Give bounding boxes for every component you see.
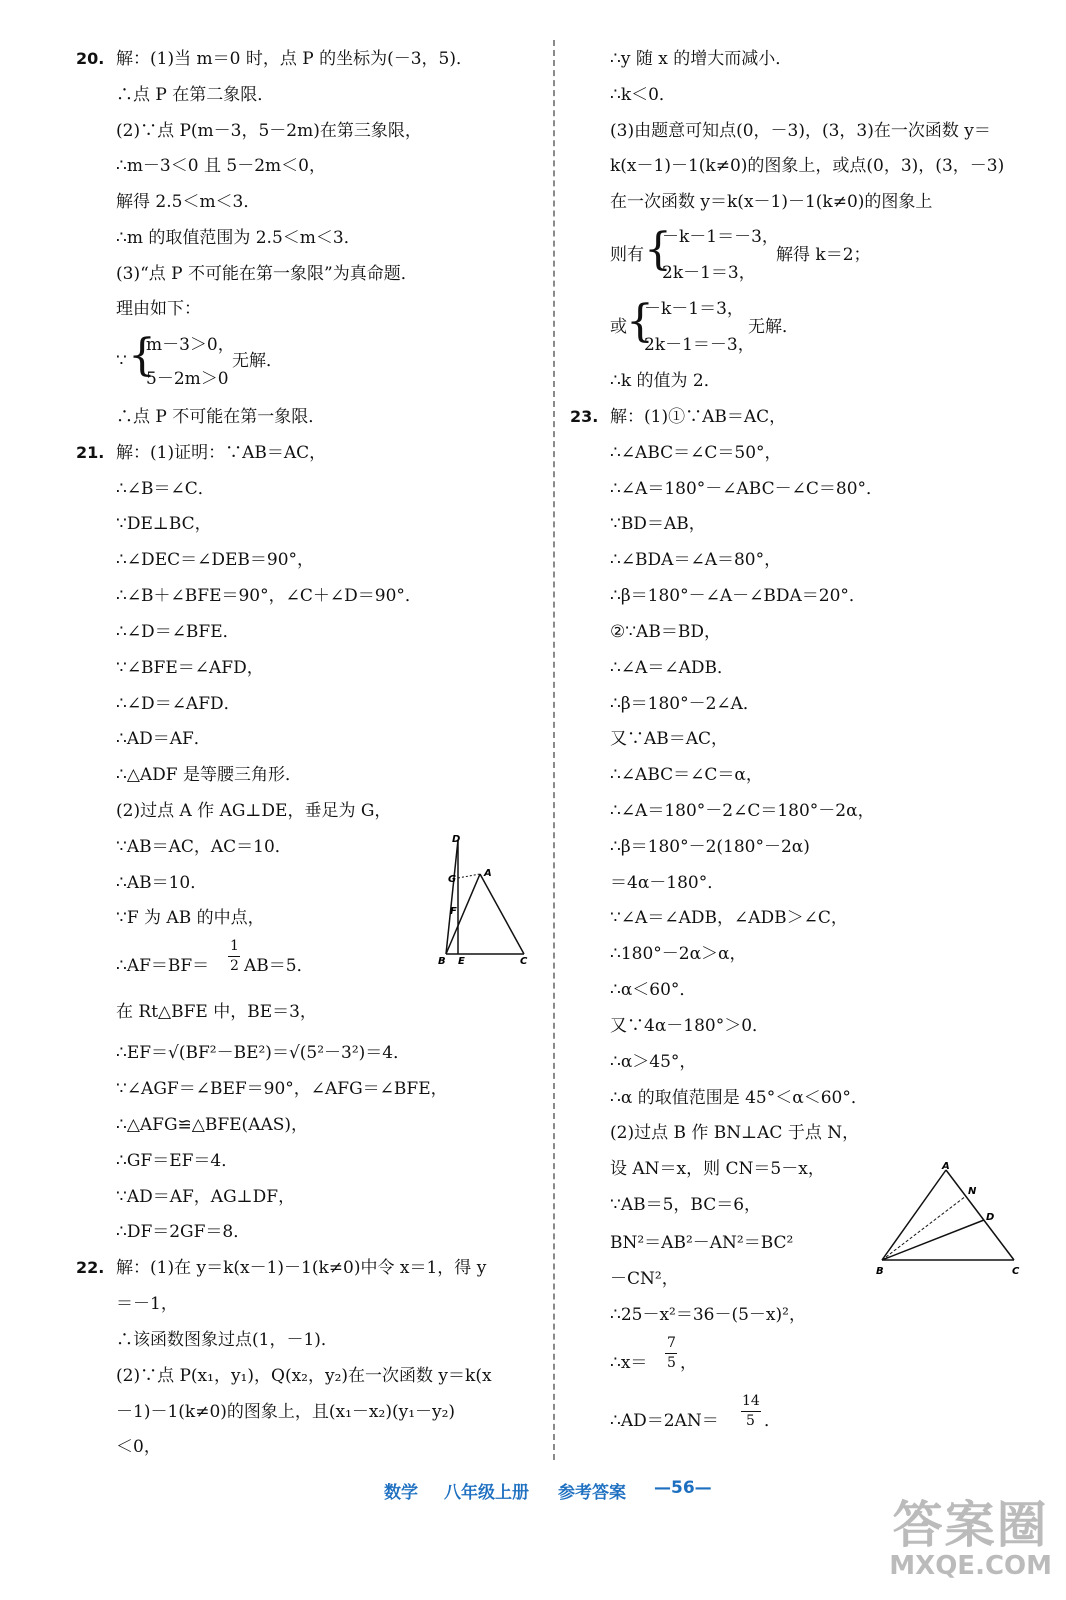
watermark-url: MXQE.COM bbox=[889, 1551, 1052, 1581]
q23-line-25: －CN²， bbox=[610, 1269, 679, 1289]
q23-line-2: ∴∠ABC＝∠C＝50°， bbox=[610, 443, 782, 463]
watermark-logo: 答案圈 bbox=[892, 1496, 1049, 1554]
q21-line-13: ∴AB＝10． bbox=[116, 873, 208, 893]
label-b: B bbox=[876, 1266, 884, 1277]
q20-line-5: 解得 2.5＜m＜3． bbox=[116, 192, 261, 212]
segment-ag bbox=[458, 874, 480, 878]
q22-system2-top: －k－1＝3， bbox=[644, 299, 744, 319]
q23-line-19: ∴α＞45°， bbox=[610, 1052, 697, 1072]
q21-line-20: ∵AD＝AF，AG⊥DF， bbox=[116, 1187, 296, 1207]
q21-line-4: ∴∠DEC＝∠DEB＝90°， bbox=[116, 550, 315, 570]
q22-line-5: －1)－1(k≠0)的图象上，且(x₁－x₂)(y₁－y₂) bbox=[116, 1402, 456, 1422]
question-22-number: 22. bbox=[76, 1258, 105, 1277]
q23-x-suffix: ， bbox=[680, 1353, 697, 1373]
q23-line-24: BN²＝AB²－AN²＝BC² bbox=[610, 1233, 794, 1253]
q23-ad-numerator: 14 bbox=[742, 1393, 760, 1409]
q20-line-3: (2)∵点 P(m－3，5－2m)在第三象限， bbox=[116, 121, 422, 141]
q20-conclusion: ∴点 P 不可能在第一象限． bbox=[116, 407, 326, 427]
q20-line-7: (3)“点 P 不可能在第一象限”为真命题． bbox=[116, 264, 418, 284]
q21-af-fraction-bar bbox=[228, 956, 240, 957]
q21-line-8: ∴∠D＝∠AFD． bbox=[116, 694, 241, 714]
segment-ac bbox=[480, 874, 524, 954]
q22-line-1: 解：(1)在 y＝k(x－1)－1(k≠0)中令 x＝1，得 y bbox=[116, 1258, 487, 1278]
q20-system-top: m－3＞0， bbox=[146, 335, 235, 355]
watermark bbox=[889, 1498, 1052, 1580]
q22-cont-line-2: ∴k＜0． bbox=[610, 85, 676, 105]
q20-line-2: ∴点 P 在第二象限． bbox=[116, 85, 275, 105]
q21-line-15: 在 Rt△BFE 中，BE＝3， bbox=[116, 1002, 317, 1022]
segment-ba bbox=[882, 1170, 946, 1260]
q21-af-denominator: 2 bbox=[230, 958, 239, 974]
q23-x-numerator: 7 bbox=[667, 1335, 676, 1351]
q21-line-16: ∴EF＝√(BF²－BE²)＝√(5²－3²)＝4． bbox=[116, 1043, 411, 1063]
q22-line-2: ＝－1， bbox=[116, 1294, 178, 1314]
label-c: C bbox=[1012, 1266, 1020, 1277]
q23-line-9: ∴β＝180°－2∠A． bbox=[610, 694, 760, 714]
q21-triangle-figure bbox=[432, 830, 536, 966]
q21-line-11: (2)过点 A 作 AG⊥DE，垂足为 G， bbox=[116, 801, 392, 821]
label-g: G bbox=[448, 874, 457, 885]
column-divider bbox=[553, 40, 555, 1460]
q21-line-14: ∵F 为 AB 的中点， bbox=[116, 908, 265, 928]
q21-af-suffix: AB＝5． bbox=[244, 956, 314, 976]
q23-line-22: 设 AN＝x，则 CN＝5－x， bbox=[610, 1159, 825, 1179]
q20-system-prefix: ∵ bbox=[116, 351, 127, 371]
q22-line-4: (2)∵点 P(x₁，y₁)，Q(x₂，y₂)在一次函数 y＝k(x bbox=[116, 1366, 492, 1386]
q23-line-16: ∴180°－2α＞α， bbox=[610, 944, 747, 964]
segment-db bbox=[446, 840, 458, 954]
q21-line-5: ∴∠B＋∠BFE＝90°，∠C＋∠D＝90°． bbox=[116, 586, 422, 606]
q22-system1-top: －k－1＝－3， bbox=[662, 227, 779, 247]
q21-line-7: ∵∠BFE＝∠AFD， bbox=[116, 658, 264, 678]
q21-line-2: ∴∠B＝∠C． bbox=[116, 479, 215, 499]
segment-ac bbox=[946, 1170, 1014, 1260]
q23-line-20: ∴α 的取值范围是 45°＜α＜60°． bbox=[610, 1088, 868, 1108]
q23-line-15: ∵∠A＝∠ADB，∠ADB＞∠C， bbox=[610, 908, 848, 928]
q23-line-26: ∴25－x²＝36－(5－x)²， bbox=[610, 1305, 806, 1325]
q23-x-denominator: 5 bbox=[667, 1355, 676, 1371]
footer-section: 参考答案 bbox=[558, 1483, 626, 1503]
q20-line-8: 理由如下： bbox=[116, 299, 201, 319]
q23-ad-suffix: ． bbox=[764, 1411, 781, 1431]
q23-line-18: 又∵4α－180°＞0． bbox=[610, 1016, 770, 1036]
q22-line-3: ∴该函数图象过点(1，－1)． bbox=[116, 1330, 338, 1350]
q23-ad-fraction-bar bbox=[741, 1411, 761, 1412]
label-a: A bbox=[942, 1161, 950, 1172]
q23-ad-denominator: 5 bbox=[746, 1413, 755, 1429]
q20-line-4: ∴m－3＜0 且 5－2m＜0， bbox=[116, 156, 326, 176]
q22-cont-line-3: (3)由题意可知点(0，－3)，(3，3)在一次函数 y＝ bbox=[610, 121, 991, 141]
footer-grade: 八年级上册 bbox=[444, 1483, 529, 1503]
q21-line-9: ∴AD＝AF． bbox=[116, 729, 211, 749]
q22-system2-suffix: 无解． bbox=[748, 317, 799, 337]
q22-cont-line-1: ∴y 随 x 的增大而减小． bbox=[610, 49, 793, 69]
q23-line-5: ∴∠BDA＝∠A＝80°， bbox=[610, 550, 782, 570]
q23-x-fraction-bar bbox=[665, 1353, 677, 1354]
label-c: C bbox=[520, 956, 528, 966]
q20-line-6: ∴m 的取值范围为 2.5＜m＜3． bbox=[116, 228, 361, 248]
q23-line-7: ②∵AB＝BD， bbox=[610, 622, 721, 642]
label-f: F bbox=[450, 906, 457, 917]
q23-line-12: ∴∠A＝180°－2∠C＝180°－2α， bbox=[610, 801, 875, 821]
q23-line-23: ∵AB＝5，BC＝6， bbox=[610, 1195, 762, 1215]
footer-page-number: —56— bbox=[654, 1478, 712, 1498]
q23-line-6: ∴β＝180°－∠A－∠BDA＝20°． bbox=[610, 586, 866, 606]
q20-system-suffix: 无解． bbox=[232, 351, 283, 371]
q21-line-17: ∵∠AGF＝∠BEF＝90°，∠AFG＝∠BFE， bbox=[116, 1079, 448, 1099]
q23-line-1: 解：(1)①∵AB＝AC， bbox=[610, 407, 787, 427]
q23-line-13: ∴β＝180°－2(180°－2α) bbox=[610, 837, 810, 857]
q23-line-21: (2)过点 B 作 BN⊥AC 于点 N， bbox=[610, 1123, 860, 1143]
q20-system-bottom: 5－2m＞0 bbox=[146, 369, 229, 389]
question-20-number: 20. bbox=[76, 49, 105, 68]
q21-af-numerator: 1 bbox=[230, 938, 239, 954]
q21-af-prefix: ∴AF＝BF＝ bbox=[116, 956, 210, 976]
q21-line-21: ∴DF＝2GF＝8． bbox=[116, 1222, 251, 1242]
q23-line-11: ∴∠ABC＝∠C＝α， bbox=[610, 765, 763, 785]
q23-ad-prefix: ∴AD＝2AN＝ bbox=[610, 1411, 719, 1431]
q23-line-8: ∴∠A＝∠ADB． bbox=[610, 658, 734, 678]
q21-line-1: 解：(1)证明：∵AB＝AC， bbox=[116, 443, 327, 463]
q22-cont-line-5: 在一次函数 y＝k(x－1)－1(k≠0)的图象上 bbox=[610, 192, 933, 212]
q22-system2-bottom: 2k－1＝－3， bbox=[644, 335, 755, 355]
q21-line-3: ∵DE⊥BC， bbox=[116, 514, 212, 534]
label-e: E bbox=[458, 956, 465, 966]
q22-conclusion: ∴k 的值为 2． bbox=[610, 371, 721, 391]
q22-system2-brace: { bbox=[626, 296, 654, 347]
label-d: D bbox=[452, 834, 461, 845]
q23-line-17: ∴α＜60°． bbox=[610, 980, 697, 1000]
q22-system1-brace: { bbox=[644, 224, 672, 275]
question-23-number: 23. bbox=[570, 407, 599, 426]
label-n: N bbox=[968, 1186, 977, 1197]
q20-line-1: 解：(1)当 m＝0 时，点 P 的坐标为(－3，5)． bbox=[116, 49, 473, 69]
q21-line-19: ∴GF＝EF＝4． bbox=[116, 1151, 239, 1171]
q22-system2-prefix: 或 bbox=[610, 317, 627, 337]
q22-system1-bottom: 2k－1＝3， bbox=[662, 263, 756, 283]
q23-x-prefix: ∴x＝ bbox=[610, 1353, 648, 1373]
q23-line-4: ∵BD＝AB， bbox=[610, 514, 706, 534]
q23-line-14: ＝4α－180°． bbox=[610, 873, 725, 893]
q21-line-18: ∴△AFG≌△BFE(AAS)， bbox=[116, 1115, 309, 1135]
q21-line-10: ∴△ADF 是等腰三角形． bbox=[116, 765, 302, 785]
segment-bn bbox=[882, 1196, 966, 1260]
q20-system-brace: { bbox=[128, 330, 156, 381]
q23-line-3: ∴∠A＝180°－∠ABC－∠C＝80°． bbox=[610, 479, 884, 499]
footer-subject: 数学 bbox=[384, 1483, 418, 1503]
q22-system1-suffix: 解得 k＝2； bbox=[776, 245, 871, 265]
q22-line-6: ＜0， bbox=[116, 1437, 161, 1457]
q22-system1-prefix: 则有 bbox=[610, 245, 644, 265]
segment-bd bbox=[882, 1220, 984, 1260]
label-a: A bbox=[484, 868, 492, 879]
q21-line-12: ∵AB＝AC，AC＝10． bbox=[116, 837, 292, 857]
q23-triangle-figure bbox=[872, 1160, 1028, 1278]
label-b: B bbox=[438, 956, 446, 966]
q21-line-6: ∴∠D＝∠BFE． bbox=[116, 622, 240, 642]
label-d: D bbox=[986, 1212, 995, 1223]
q23-line-10: 又∵AB＝AC， bbox=[610, 729, 729, 749]
question-21-number: 21. bbox=[76, 443, 105, 462]
q22-cont-line-4: k(x－1)－1(k≠0)的图象上，或点(0，3)，(3，－3) bbox=[610, 156, 1005, 176]
